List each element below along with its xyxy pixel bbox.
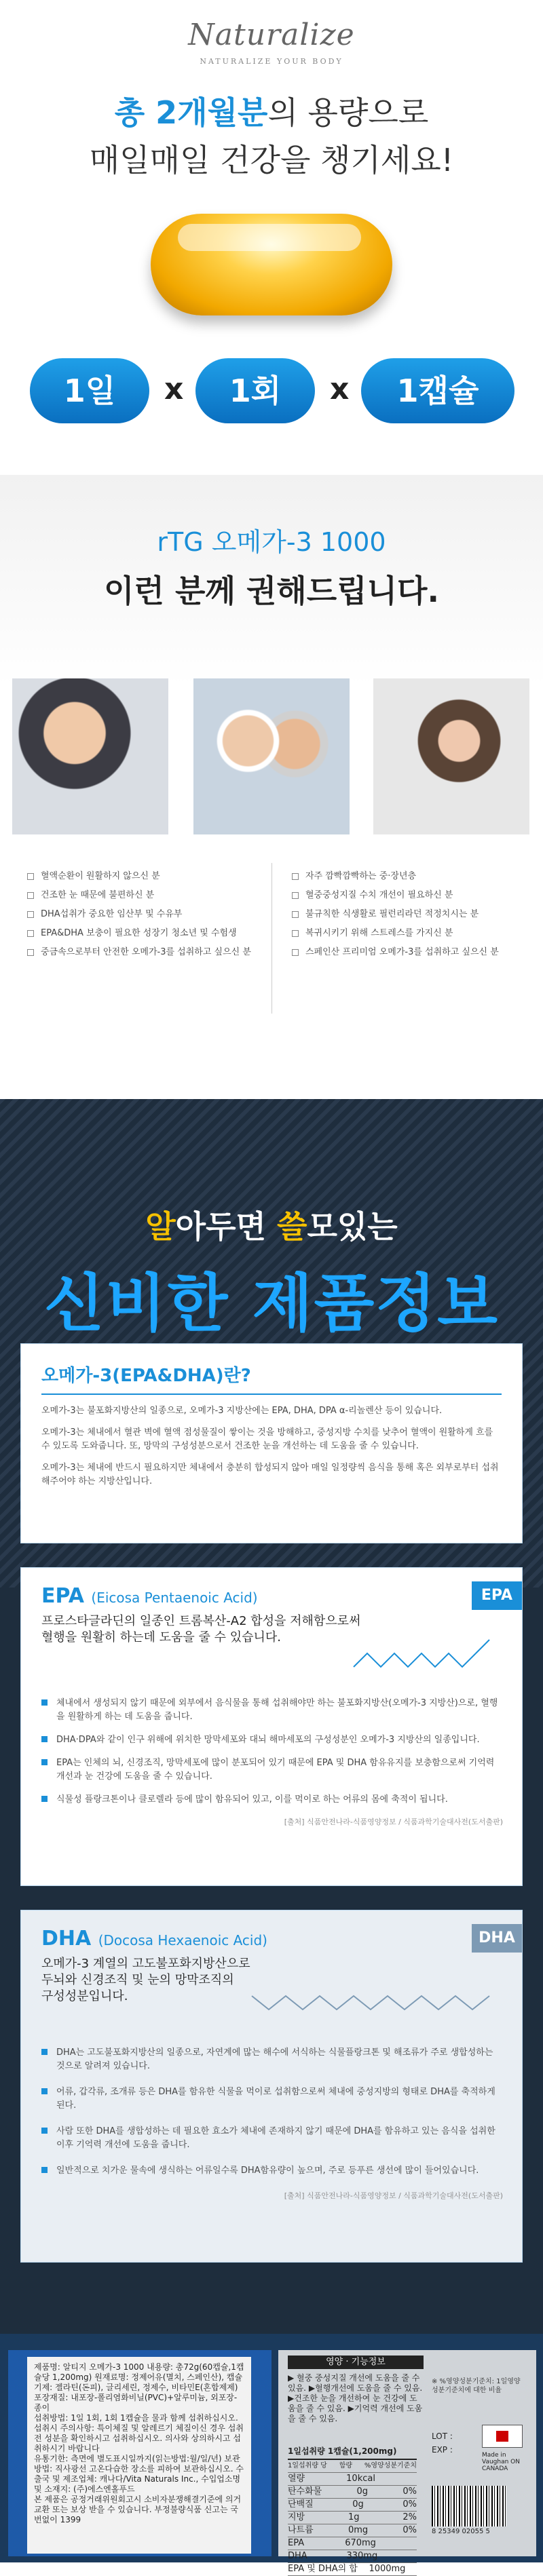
omega-card [20, 1343, 523, 1543]
headline-line1 [0, 88, 543, 133]
dha-tag: DHA [472, 1924, 522, 1953]
product-name: rTG 오메가-3 1000 [157, 527, 386, 557]
table-row: 나트륨 0mg 0% [288, 2524, 417, 2537]
dha-molecule-icon [245, 1955, 503, 2030]
brand-logo: Naturalize [188, 18, 355, 52]
label-line: 본 제품은 공정거래위원회고시 소비자분쟁해결기준에 의거 교환 또는 보상 받을 수 있습니다. 부정불량식품 신고는 국번없이 1399 [34, 2495, 242, 2524]
made-in: Made in Vaughan ON CANADA [482, 2452, 520, 2472]
headline-line2: 매일매일 건강을 챙기세요! [89, 142, 454, 178]
dha-sub2: 두뇌와 신경조직 및 눈의 망막조직의 [41, 1973, 234, 1987]
table-row: 지방 1g 2% [288, 2512, 417, 2524]
label-line: 포장재질: 내포장-폴리염화비닐(PVC)+알루미늄, 외포장-종이 [34, 2393, 238, 2412]
epa-heading: EPA (Eicosa Pentaenoic Acid) [41, 1584, 258, 1608]
list-item: EPA&DHA 보충이 필요한 성장기 청소년 및 수험생 [27, 924, 268, 943]
facts-note: ※ %영양성분기준치: 1일영양성분기준치에 대한 비율 [432, 2378, 521, 2394]
checkbox-icon [292, 873, 299, 880]
list-item: EPA는 인체의 뇌, 신경조직, 망막세포에 많이 분포되어 있기 때문에 EPA 및 DHA 함유유지를 보충함으로써 기억력 개선과 눈 건강에 도움을 줄 수 있습니다. [41, 1756, 503, 1784]
headline-rest: 의 용량으로 [267, 94, 429, 131]
list-item: 혈액순환이 원활하지 않으신 분 [27, 867, 268, 886]
checklist-left [27, 867, 268, 962]
list-item: 사람 또한 DHA를 생합성하는 데 필요한 효소가 체내에 존재하지 않기 때문에 DHA를 함유하고 있는 음식을 섭취한 이후 기억력 개선에 도움을 줍니다. [41, 2125, 503, 2152]
label-line: 유통기한: 측면에 별도표시일까지(읽는방법:월/일/년) 보관방법: 직사광선 고온다습한 장소를 피하여 보관하십시오. 수출국 및 제조업체: 캐나다/Vita Naturals Inc., 수입업소명 및 소재지: (주)에스엔홀푸드 [34, 2454, 244, 2494]
checkbox-icon [292, 949, 299, 956]
headline-emphasis: 총 2개월분 [114, 94, 268, 131]
photo-tired-man [12, 678, 168, 834]
epa-tag: EPA [472, 1581, 522, 1610]
dose-capsule: 1캡슐 [361, 358, 514, 423]
list-item: 중금속으로부터 안전한 오메가-3를 섭취하고 싶으신 분 [27, 943, 268, 962]
facts-title: 영양 · 기능정보 [288, 2356, 424, 2369]
barcode-number: 8 25349 02055 5 [432, 2528, 490, 2535]
table-row: EPA 670mg [288, 2537, 417, 2550]
table-row: 단백질 0g 0% [288, 2499, 417, 2512]
label-text-panel [27, 2357, 251, 2554]
checkbox-icon [27, 892, 34, 899]
omega-title: 오메가-3(EPA&DHA)란? [41, 1366, 251, 1386]
brand-tagline: NATURALIZE YOUR BODY [200, 57, 343, 66]
checkbox-icon [27, 930, 34, 937]
list-item: 스페인산 프리미엄 오메가-3를 섭취하고 싶으신 분 [292, 943, 533, 962]
omega-p1: 오메가-3는 불포화지방산의 일종으로, 오메가-3 지방산에는 EPA, DHA, DPA α-리놀렌산 등이 있습니다. [41, 1406, 443, 1416]
dose-row [0, 358, 543, 423]
box-side-left [8, 2350, 272, 2556]
epa-source: [출처] 식품안전나라-식품영양정보 / 식품과학기술대사전(도서출판) [284, 1818, 503, 1826]
label-line: 제품명: 알티지 오메가-3 1000 내용량: 총72g(60캡슐,1캡슐당 1,200mg) 원재료명: 정제어유(멸치, 스페인산), 캡슐기제: 젤라틴(돈피), 글리세린, 정제수, 비타민E(혼합제제) [34, 2362, 244, 2392]
epa-card [20, 1567, 523, 1886]
list-item: 어류, 갑각류, 조개류 등은 DHA를 함유한 식물을 먹이로 섭취함으로써 체내에 중성지방의 형태로 DHA를 축적하게 된다. [41, 2085, 503, 2113]
list-item: DHA는 고도불포화지방산의 일종으로, 자연계에 많는 해수에 서식하는 식물플랑크톤 및 해조류가 주로 생합성하는 것으로 알려져 있습니다. [41, 2046, 503, 2073]
times-sign: x [330, 372, 350, 406]
list-item: 불규칙한 식생활로 필런리라던 적정치시는 분 [292, 905, 533, 924]
lot-label: LOT : [432, 2431, 453, 2441]
list-item: 혈중중성지질 수치 개선이 필요하신 분 [292, 886, 533, 905]
checkbox-icon [292, 930, 299, 937]
dha-sub1: 오메가-3 계열의 고도불포화지방산으로 [41, 1957, 250, 1971]
list-item: 자주 깜빡깜빡하는 중·장년층 [292, 867, 533, 886]
epa-bullets [41, 1697, 503, 1827]
dose-day: 1일 [30, 358, 149, 423]
dha-sub3: 구성성분입니다. [41, 1989, 128, 2003]
label-section [0, 2334, 543, 2574]
dha-heading: DHA (Docosa Hexaenoic Acid) [41, 1927, 267, 1950]
checkbox-icon [292, 911, 299, 918]
photo-headache-woman [373, 678, 529, 834]
list-item: 일반적으로 치가운 물속에 생식하는 어류일수록 DHA함유량이 높으며, 주로 등푸른 생선에 많이 들어있습니다. [41, 2164, 503, 2178]
dose-times: 1회 [195, 358, 315, 423]
list-item: 체내에서 생성되지 않기 때문에 외부에서 음식물을 통해 섭취해야만 하는 불포화지방산(오메가-3 지방산)으로, 혈행을 원활하게 하는 데 도움을 줍니다. [41, 1697, 503, 1724]
epa-sub2: 혈행을 원활히 하는데 도움을 줄 수 있습니다. [41, 1630, 282, 1645]
facts-serving: 1일섭취량 1캡슐(1,200mg) [288, 2446, 397, 2456]
table-row: 1일섭취량 당 함량 %영양성분기준치 [288, 2460, 417, 2473]
dha-source: [출처] 식품안전나라-식품영양정보 / 식품과학기술대사전(도서출판) [284, 2191, 503, 2200]
dha-bullets [41, 2046, 503, 2201]
info-kicker: 알아두면 쓸모있는 [145, 1208, 398, 1245]
capsule-highlight [178, 224, 361, 251]
list-item: 식물성 플랑크톤이나 클로렐라 등에 많이 함유되어 있고, 이를 먹이로 하는 어류의 몸에 축적이 됩니다. [41, 1793, 503, 1807]
table-row: 열량 10kcal [288, 2473, 417, 2486]
checklist-right [292, 867, 533, 962]
flag-icon [482, 2425, 523, 2448]
epa-sub1: 프로스타글라딘의 일종인 트롬복산-A2 합성을 저해함으로써 [41, 1614, 361, 1628]
hero-section [0, 0, 543, 448]
table-row: EPA 및 DHA의 합 1000mg [288, 2563, 417, 2576]
omega-p3: 오메가-3는 체내에 반드시 필요하지만 체내에서 충분히 합성되지 않아 매일 일정량씩 음식을 통해 혹은 외부로부터 섭취해주어야 하는 지방산입니다. [41, 1463, 499, 1486]
omega-p2: 오메가-3는 체내에서 혈관 벽에 혈액 점성물질이 쌓이는 것을 방해하고, 중성지방 수치를 낮추어 혈액이 원활하게 흐를 수 있도록 도와줍니다. 또, 망막의 구성성분으로서 건조한 눈을 개선하는 데 도움을 줄 수 있습니다. [41, 1427, 493, 1451]
checkbox-icon [27, 873, 34, 880]
info-title: 신비한 제품정보 [43, 1267, 500, 1340]
recommend-section [0, 448, 543, 1099]
facts-table [288, 2459, 417, 2576]
table-row: 탄수화물 0g 0% [288, 2486, 417, 2499]
recommend-heading: 이런 분께 권해드립니다. [104, 573, 439, 609]
list-item: DHA·DPA와 같이 인구 위해에 위치한 망막세포와 대뇌 해마세포의 구성성분인 오메가-3 지방산의 일종입니다. [41, 1733, 503, 1747]
dha-card [20, 1910, 523, 2263]
exp-label: EXP : [432, 2445, 453, 2455]
table-row: DHA 330mg [288, 2550, 417, 2563]
product-info-section [0, 1099, 543, 2334]
label-line: 섭취방법: 1일 1회, 1회 1캡슐을 물과 함께 섭취하십시오. 섭취시 주의사항: 특이체질 및 알레르기 체질이신 경우 섭취 전 성분을 확인하시고 섭취하십시오. 의사와 상의하시고 섭취하시기 바랍니다 [34, 2413, 244, 2453]
checkbox-icon [27, 911, 34, 918]
photo-senior-couple [193, 678, 350, 834]
checkbox-icon [292, 892, 299, 899]
facts-intro: ▶ 혈중 중성지질 개선에 도움을 줄 수 있음. ▶혈행개선에 도움을 줄 수 있음. ▶건조한 눈을 개선하여 눈 건강에 도움을 줄 수 있음. ▶기억력 개선에 도움을 줄 수 있음. [288, 2373, 423, 2423]
list-item: DHA섭취가 중요한 임산부 및 수유부 [27, 905, 268, 924]
times-sign: x [164, 372, 184, 406]
box-side-right [278, 2350, 536, 2574]
epa-molecule-icon [347, 1613, 503, 1687]
barcode-icon [432, 2486, 506, 2526]
list-item: 건조한 눈 때문에 불편하신 분 [27, 886, 268, 905]
list-item: 복귀시키기 위해 스트레스를 가지신 분 [292, 924, 533, 943]
checkbox-icon [27, 949, 34, 956]
